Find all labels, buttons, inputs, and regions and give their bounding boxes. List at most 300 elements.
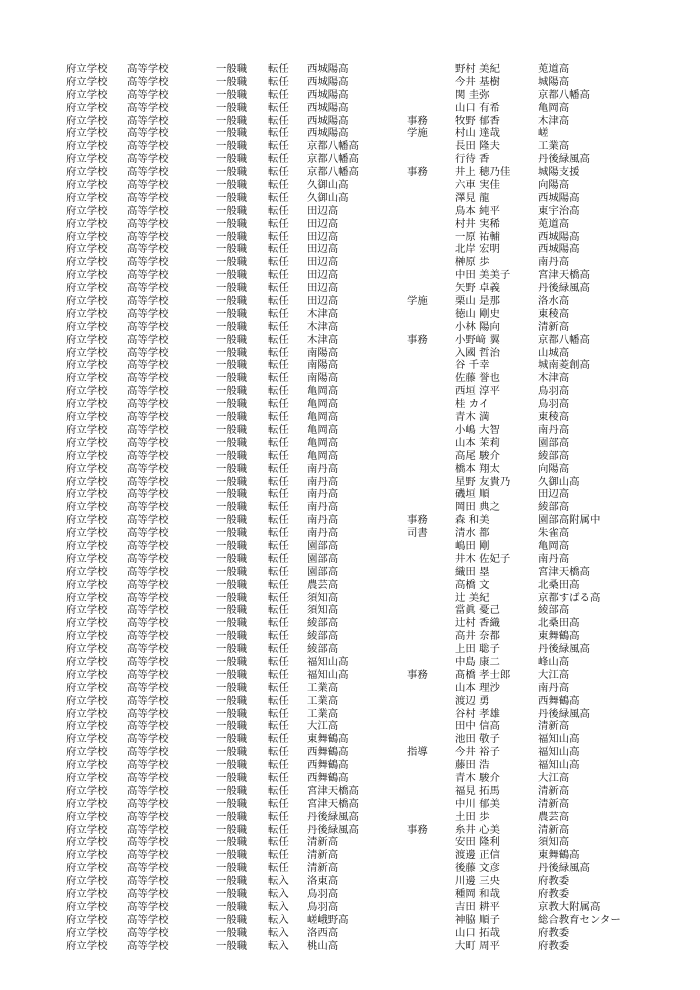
list-row (0, 695, 700, 708)
staff-name: 中川 郁美 (455, 797, 500, 810)
school-level: 高等学校 (127, 230, 169, 243)
school-level: 高等学校 (127, 926, 169, 939)
transfer-type: 転任 (268, 449, 289, 462)
duty: 事務 (407, 823, 428, 836)
school-level: 高等学校 (127, 501, 169, 514)
new-school: 亀岡高 (307, 411, 339, 424)
list-row (0, 579, 700, 592)
transfer-type: 転任 (268, 668, 289, 681)
school-type: 府立学校 (66, 797, 108, 810)
transfer-type: 転任 (268, 75, 289, 88)
list-row (0, 179, 700, 192)
previous-school: 清新高 (538, 720, 570, 733)
school-type: 府立学校 (66, 913, 108, 926)
school-type: 府立学校 (66, 552, 108, 565)
school-type: 府立学校 (66, 591, 108, 604)
school-type: 府立学校 (66, 488, 108, 501)
previous-school: 東稜高 (538, 411, 570, 424)
staff-name: 今井 裕子 (455, 746, 500, 759)
job-type: 一般職 (216, 372, 248, 385)
transfer-type: 転任 (268, 217, 289, 230)
list-row (0, 901, 700, 914)
staff-name: 北岸 宏明 (455, 243, 500, 256)
school-level: 高等学校 (127, 784, 169, 797)
previous-school: 宮津天橋高 (538, 269, 590, 282)
previous-school: 南丹高 (538, 552, 570, 565)
new-school: 嵯峨野高 (307, 913, 349, 926)
school-type: 府立学校 (66, 256, 108, 269)
transfer-type: 転任 (268, 101, 289, 114)
transfer-type: 転任 (268, 720, 289, 733)
school-level: 高等学校 (127, 398, 169, 411)
job-type: 一般職 (216, 810, 248, 823)
school-level: 高等学校 (127, 862, 169, 875)
staff-name: 清水 都 (455, 527, 490, 540)
job-type: 一般職 (216, 875, 248, 888)
previous-school: 鳥羽高 (538, 398, 570, 411)
previous-school: 工業高 (538, 140, 570, 153)
job-type: 一般職 (216, 578, 248, 591)
school-level: 高等学校 (127, 527, 169, 540)
new-school: 田辺高 (307, 256, 339, 269)
transfer-type: 転任 (268, 475, 289, 488)
job-type: 一般職 (216, 114, 248, 127)
previous-school: 西城陽高 (538, 230, 580, 243)
school-type: 府立学校 (66, 784, 108, 797)
school-type: 府立学校 (66, 900, 108, 913)
list-row (0, 231, 700, 244)
job-type: 一般職 (216, 655, 248, 668)
job-type: 一般職 (216, 140, 248, 153)
new-school: 田辺高 (307, 243, 339, 256)
school-type: 府立学校 (66, 179, 108, 192)
transfer-type: 転任 (268, 243, 289, 256)
job-type: 一般職 (216, 179, 248, 192)
job-type: 一般職 (216, 565, 248, 578)
job-type: 一般職 (216, 191, 248, 204)
staff-name: 山口 有希 (455, 101, 500, 114)
school-level: 高等学校 (127, 269, 169, 282)
previous-school: 綾部高 (538, 501, 570, 514)
job-type: 一般職 (216, 75, 248, 88)
new-school: 京都八幡高 (307, 140, 359, 153)
school-type: 府立学校 (66, 191, 108, 204)
job-type: 一般職 (216, 514, 248, 527)
previous-school: 大江高 (538, 771, 570, 784)
job-type: 一般職 (216, 449, 248, 462)
previous-school: 清新高 (538, 784, 570, 797)
transfer-type: 転任 (268, 359, 289, 372)
job-type: 一般職 (216, 204, 248, 217)
duty: 司書 (407, 527, 428, 540)
staff-name: 小嶋 大智 (455, 423, 500, 436)
previous-school: 総合教育センター (538, 913, 621, 926)
duty: 事務 (407, 668, 428, 681)
new-school: 園部高 (307, 539, 339, 552)
job-type: 一般職 (216, 668, 248, 681)
list-row (0, 669, 700, 682)
school-type: 府立学校 (66, 720, 108, 733)
new-school: 福知山高 (307, 668, 349, 681)
staff-name: 種岡 和哉 (455, 888, 500, 900)
list-row (0, 385, 700, 398)
school-level: 高等学校 (127, 849, 169, 862)
new-school: 亀岡高 (307, 436, 339, 449)
school-level: 高等学校 (127, 875, 169, 888)
school-level: 高等学校 (127, 436, 169, 449)
staff-name: 池田 敬子 (455, 733, 500, 746)
transfer-type: 転任 (268, 746, 289, 759)
job-type: 一般職 (216, 166, 248, 179)
previous-school: 向陽高 (538, 462, 570, 475)
list-row (0, 514, 700, 527)
previous-school: 福知山高 (538, 746, 580, 759)
list-row (0, 115, 700, 128)
new-school: 田辺高 (307, 282, 339, 295)
list-row (0, 89, 700, 102)
list-row (0, 836, 700, 849)
transfer-type: 転任 (268, 759, 289, 772)
previous-school: 園部高附属中 (538, 514, 601, 527)
staff-name: 安田 隆利 (455, 836, 500, 849)
new-school: 園部高 (307, 552, 339, 565)
school-type: 府立学校 (66, 269, 108, 282)
previous-school: 城南菱創高 (538, 359, 590, 372)
job-type: 一般職 (216, 127, 248, 140)
new-school: 西城陽高 (307, 88, 349, 101)
job-type: 一般職 (216, 501, 248, 514)
list-row (0, 733, 700, 746)
job-type: 一般職 (216, 307, 248, 320)
list-row (0, 205, 700, 218)
school-type: 府立学校 (66, 282, 108, 295)
list-row (0, 720, 700, 733)
new-school: 田辺高 (307, 204, 339, 217)
previous-school: 久御山高 (538, 475, 580, 488)
list-row (0, 424, 700, 437)
staff-name: 嶋田 剛 (455, 539, 490, 552)
school-level: 高等学校 (127, 449, 169, 462)
previous-school: 東舞鶴高 (538, 630, 580, 643)
new-school: 福知山高 (307, 655, 349, 668)
list-row (0, 411, 700, 424)
staff-name: 橋本 翔太 (455, 462, 500, 475)
new-school: 南陽高 (307, 372, 339, 385)
previous-school: 朱雀高 (538, 527, 570, 540)
new-school: 久御山高 (307, 179, 349, 192)
new-school: 南丹高 (307, 475, 339, 488)
previous-school: 丹後緑風高 (538, 643, 590, 656)
school-level: 高等学校 (127, 797, 169, 810)
previous-school: 府教委 (538, 888, 570, 900)
new-school: 綾部高 (307, 630, 339, 643)
school-level: 高等学校 (127, 127, 169, 140)
staff-name: 澤見 龍 (455, 191, 490, 204)
staff-name: 西垣 淳平 (455, 385, 500, 398)
list-row (0, 218, 700, 231)
job-type: 一般職 (216, 604, 248, 617)
new-school: 田辺高 (307, 230, 339, 243)
list-row (0, 359, 700, 372)
staff-name: 青木 駿介 (455, 771, 500, 784)
school-level: 高等学校 (127, 630, 169, 643)
transfer-type: 転任 (268, 230, 289, 243)
school-type: 府立学校 (66, 307, 108, 320)
previous-school: 南丹高 (538, 423, 570, 436)
staff-name: 岡田 典之 (455, 501, 500, 514)
staff-name: 入國 哲治 (455, 346, 500, 359)
list-row (0, 656, 700, 669)
transfer-type: 転任 (268, 578, 289, 591)
list-row (0, 708, 700, 721)
staff-name: 福見 拓馬 (455, 784, 500, 797)
transfer-type: 転任 (268, 784, 289, 797)
new-school: 木津高 (307, 333, 339, 346)
list-row (0, 849, 700, 862)
school-type: 府立学校 (66, 707, 108, 720)
list-row (0, 540, 700, 553)
previous-school: 丹後緑風高 (538, 153, 590, 166)
staff-name: 渡辺 勇 (455, 694, 490, 707)
staff-name: 藤田 浩 (455, 759, 490, 772)
school-type: 府立学校 (66, 346, 108, 359)
transfer-type: 転任 (268, 282, 289, 295)
job-type: 一般職 (216, 488, 248, 501)
transfer-type: 転任 (268, 436, 289, 449)
job-type: 一般職 (216, 153, 248, 166)
list-row (0, 372, 700, 385)
previous-school: 丹後緑風高 (538, 862, 590, 875)
list-row (0, 927, 700, 940)
new-school: 清新高 (307, 836, 339, 849)
new-school: 宮津天橋高 (307, 797, 359, 810)
transfer-type: 転入 (268, 926, 289, 939)
new-school: 亀岡高 (307, 385, 339, 398)
new-school: 須知高 (307, 591, 339, 604)
job-type: 一般職 (216, 282, 248, 295)
list-row (0, 592, 700, 605)
school-level: 高等学校 (127, 720, 169, 733)
previous-school: 亀岡高 (538, 101, 570, 114)
job-type: 一般職 (216, 617, 248, 630)
staff-name: 辻村 香織 (455, 617, 500, 630)
school-type: 府立学校 (66, 63, 108, 75)
list-row (0, 308, 700, 321)
list-row (0, 501, 700, 514)
job-type: 一般職 (216, 320, 248, 333)
school-type: 府立学校 (66, 217, 108, 230)
school-level: 高等学校 (127, 217, 169, 230)
job-type: 一般職 (216, 913, 248, 926)
school-level: 高等学校 (127, 191, 169, 204)
job-type: 一般職 (216, 475, 248, 488)
new-school: 田辺高 (307, 295, 339, 308)
new-school: 鳥羽高 (307, 900, 339, 913)
new-school: 西城陽高 (307, 127, 349, 140)
transfer-type: 転任 (268, 307, 289, 320)
list-row (0, 63, 700, 76)
new-school: 農芸高 (307, 578, 339, 591)
previous-school: 京都八幡高 (538, 88, 590, 101)
new-school: 園部高 (307, 565, 339, 578)
transfer-type: 転任 (268, 269, 289, 282)
transfer-type: 転任 (268, 179, 289, 192)
staff-name: 小野﨑 翼 (455, 333, 500, 346)
school-level: 高等学校 (127, 591, 169, 604)
transfer-type: 転任 (268, 849, 289, 862)
list-row (0, 488, 700, 501)
transfer-type: 転任 (268, 153, 289, 166)
transfer-type: 転任 (268, 797, 289, 810)
list-row (0, 321, 700, 334)
job-type: 一般職 (216, 462, 248, 475)
previous-school: 丹後緑風高 (538, 282, 590, 295)
new-school: 鳥羽高 (307, 888, 339, 900)
school-level: 高等学校 (127, 810, 169, 823)
school-type: 府立学校 (66, 565, 108, 578)
staff-name: 井木 佐妃子 (455, 552, 511, 565)
school-type: 府立学校 (66, 372, 108, 385)
previous-school: 西城陽高 (538, 243, 580, 256)
job-type: 一般職 (216, 256, 248, 269)
duty: 事務 (407, 514, 428, 527)
previous-school: 清新高 (538, 797, 570, 810)
list-row (0, 256, 700, 269)
staff-name: 関 圭弥 (455, 88, 490, 101)
previous-school: 鳥羽高 (538, 385, 570, 398)
transfer-type: 転任 (268, 552, 289, 565)
transfer-type: 転任 (268, 591, 289, 604)
school-level: 高等学校 (127, 604, 169, 617)
school-level: 高等学校 (127, 565, 169, 578)
job-type: 一般職 (216, 101, 248, 114)
staff-name: 田中 信高 (455, 720, 500, 733)
school-type: 府立学校 (66, 810, 108, 823)
school-level: 高等学校 (127, 475, 169, 488)
school-level: 高等学校 (127, 256, 169, 269)
school-level: 高等学校 (127, 552, 169, 565)
new-school: 田辺高 (307, 269, 339, 282)
school-level: 高等学校 (127, 939, 169, 952)
staff-name: 森 和美 (455, 514, 490, 527)
previous-school: 北桑田高 (538, 578, 580, 591)
transfer-type: 転任 (268, 823, 289, 836)
staff-name: 谷 千幸 (455, 359, 490, 372)
transfer-type: 転任 (268, 398, 289, 411)
school-type: 府立学校 (66, 295, 108, 308)
previous-school: 丹後緑風高 (538, 707, 590, 720)
list-row (0, 476, 700, 489)
list-row (0, 398, 700, 411)
new-school: 京都八幡高 (307, 166, 359, 179)
previous-school: 宮津天橋高 (538, 565, 590, 578)
staff-name: 矢野 卓義 (455, 282, 500, 295)
list-row (0, 295, 700, 308)
school-level: 高等学校 (127, 694, 169, 707)
staff-name: 牧野 郁香 (455, 114, 500, 127)
school-type: 府立学校 (66, 655, 108, 668)
new-school: 南陽高 (307, 359, 339, 372)
school-type: 府立学校 (66, 771, 108, 784)
new-school: 久御山高 (307, 191, 349, 204)
transfer-type: 転任 (268, 694, 289, 707)
staff-name: 織田 塁 (455, 565, 490, 578)
previous-school: 東舞鶴高 (538, 849, 580, 862)
previous-school: 京都八幡高 (538, 333, 590, 346)
staff-name: 後藤 文彦 (455, 862, 500, 875)
school-level: 高等学校 (127, 655, 169, 668)
job-type: 一般職 (216, 63, 248, 75)
list-row (0, 798, 700, 811)
new-school: 京都八幡高 (307, 153, 359, 166)
job-type: 一般職 (216, 230, 248, 243)
school-level: 高等学校 (127, 333, 169, 346)
staff-name: 當眞 憂己 (455, 604, 500, 617)
job-type: 一般職 (216, 217, 248, 230)
previous-school: 亀岡高 (538, 539, 570, 552)
list-row (0, 127, 700, 140)
school-level: 高等学校 (127, 823, 169, 836)
new-school: 洛東高 (307, 875, 339, 888)
school-level: 高等学校 (127, 88, 169, 101)
school-level: 高等学校 (127, 372, 169, 385)
school-type: 府立学校 (66, 153, 108, 166)
staff-name: 高橋 文 (455, 578, 490, 591)
list-row (0, 153, 700, 166)
school-level: 高等学校 (127, 346, 169, 359)
staff-name: 渡邊 正信 (455, 849, 500, 862)
previous-school: 東稜高 (538, 307, 570, 320)
new-school: 西城陽高 (307, 63, 349, 75)
list-row (0, 759, 700, 772)
staff-name: 吉田 耕平 (455, 900, 500, 913)
school-level: 高等学校 (127, 488, 169, 501)
job-type: 一般職 (216, 836, 248, 849)
staff-name: 野村 美紀 (455, 63, 500, 75)
new-school: 南丹高 (307, 501, 339, 514)
list-row (0, 746, 700, 759)
new-school: 西城陽高 (307, 75, 349, 88)
staff-name: 山本 茉莉 (455, 436, 500, 449)
list-row (0, 527, 700, 540)
list-row (0, 269, 700, 282)
school-type: 府立学校 (66, 888, 108, 900)
previous-school: 南丹高 (538, 681, 570, 694)
transfer-type: 転任 (268, 565, 289, 578)
job-type: 一般職 (216, 398, 248, 411)
school-type: 府立学校 (66, 333, 108, 346)
transfer-type: 転任 (268, 346, 289, 359)
school-type: 府立学校 (66, 127, 108, 140)
previous-school: 福知山高 (538, 733, 580, 746)
school-level: 高等学校 (127, 836, 169, 849)
staff-name: 山本 理沙 (455, 681, 500, 694)
transfer-type: 転任 (268, 320, 289, 333)
transfer-type: 転任 (268, 501, 289, 514)
new-school: 亀岡高 (307, 398, 339, 411)
previous-school: 須知高 (538, 836, 570, 849)
job-type: 一般職 (216, 423, 248, 436)
school-level: 高等学校 (127, 295, 169, 308)
school-level: 高等学校 (127, 900, 169, 913)
school-type: 府立学校 (66, 462, 108, 475)
school-level: 高等学校 (127, 140, 169, 153)
school-type: 府立学校 (66, 514, 108, 527)
job-type: 一般職 (216, 243, 248, 256)
school-type: 府立学校 (66, 166, 108, 179)
school-type: 府立学校 (66, 643, 108, 656)
job-type: 一般職 (216, 939, 248, 952)
